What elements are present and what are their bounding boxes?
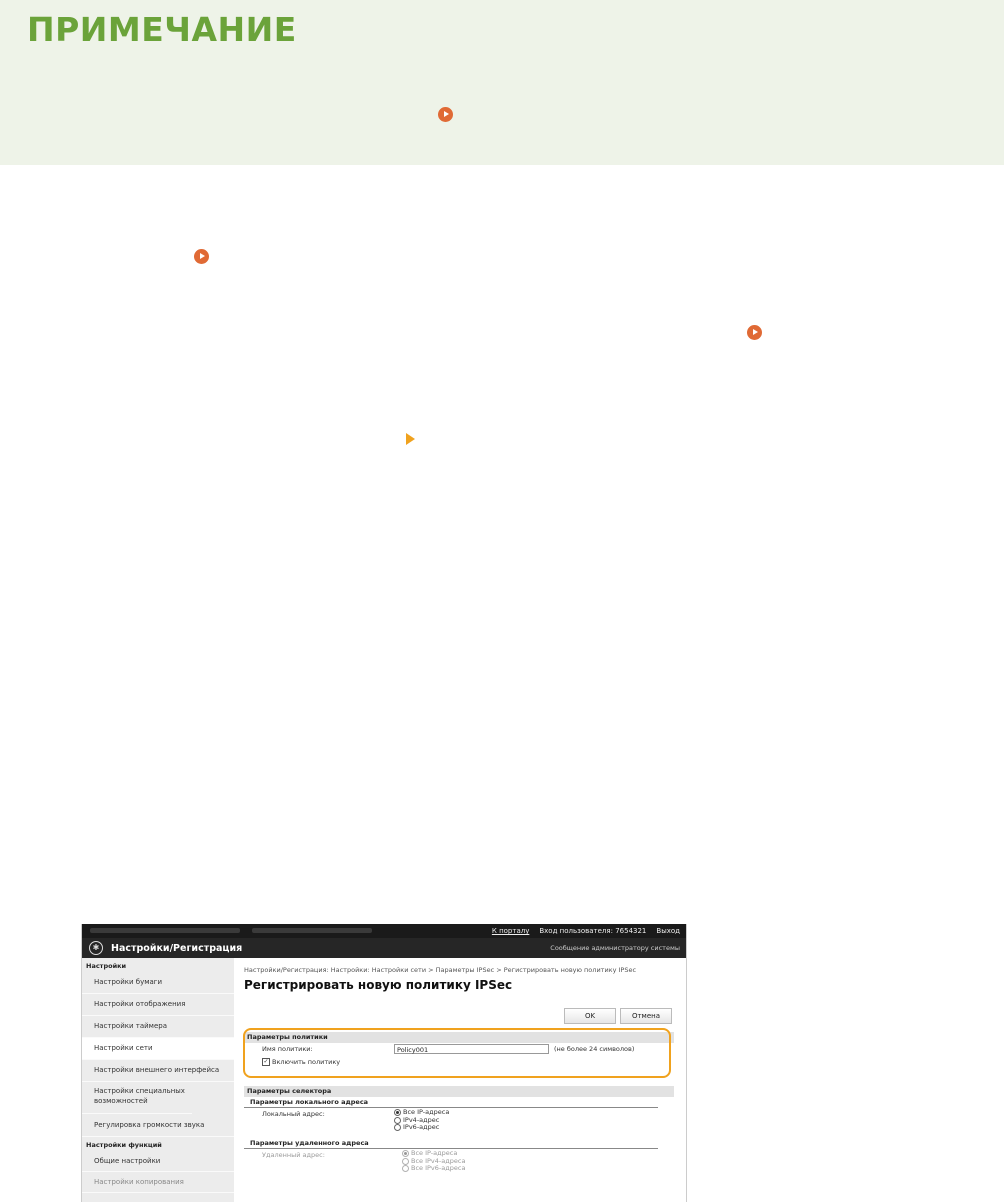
checkbox-checked-icon: ✓ [263, 1058, 269, 1065]
sidebar-item-external-interface[interactable]: Настройки внешнего интерфейса [82, 1060, 234, 1082]
settings-logo-icon: ✱ [89, 941, 103, 955]
highlight-frame [243, 1028, 671, 1078]
radio-label: Все IP-адреса [411, 1149, 458, 1157]
sidebar-item-volume[interactable]: Регулировка громкости звука [82, 1114, 234, 1137]
sidebar-item-accessibility[interactable]: Настройки специальных возможностей [82, 1082, 192, 1114]
sidebar-item-paper[interactable]: Настройки бумаги [82, 972, 234, 994]
link-arrow-icon[interactable] [747, 325, 762, 340]
radio-label: IPv4-адрес [403, 1115, 440, 1124]
remote-address-label: Удаленный адрес: [262, 1151, 325, 1159]
local-address-label: Локальный адрес: [262, 1110, 325, 1118]
local-address-row [244, 1108, 674, 1138]
note-title: ПРИМЕЧАНИЕ [27, 10, 297, 49]
radio-on-icon [402, 1150, 409, 1157]
policy-name-label: Имя политики: [262, 1045, 313, 1053]
sys-message-link[interactable]: Сообщение администратору системы [550, 944, 680, 952]
local-address-options [394, 1109, 449, 1132]
sidebar-item-display[interactable]: Настройки отображения [82, 994, 234, 1016]
radio-off-icon [402, 1165, 409, 1172]
remote-address-row [244, 1149, 674, 1179]
radio-label: Все IP-адреса [403, 1108, 450, 1116]
note-box [0, 0, 1004, 165]
selector-params-section [244, 1086, 674, 1179]
radio-label: Все IPv4-адреса [411, 1156, 466, 1165]
page-title: Регистрировать новую политику IPSec [244, 978, 513, 992]
section-header: Параметры селектора [244, 1086, 674, 1097]
radio-on-icon [394, 1109, 401, 1116]
title-bar [82, 938, 686, 958]
user-id: 7654321 [615, 927, 647, 935]
app-title: Настройки/Регистрация [111, 942, 243, 954]
sidebar-item-network[interactable]: Настройки сети [82, 1038, 234, 1060]
blurred-text [252, 928, 372, 933]
top-bar [82, 924, 686, 938]
section-header: Параметры политики [244, 1032, 674, 1043]
portal-link[interactable]: К порталу [491, 927, 530, 935]
blurred-text [90, 928, 240, 933]
radio-off-icon [402, 1158, 409, 1165]
radio-label: Все IPv6-адреса [411, 1164, 466, 1172]
link-arrow-icon[interactable] [194, 249, 209, 264]
sidebar-section-settings: Настройки [86, 962, 127, 970]
radio-ipv6[interactable] [394, 1124, 449, 1132]
main-content [244, 958, 680, 1202]
breadcrumb: Настройки/Регистрация: Настройки: Настройки сети > Параметры IPSec > Регистрировать новую политику IPSec [244, 966, 637, 974]
link-arrow-icon[interactable] [438, 107, 453, 122]
logout-link[interactable]: Выход [656, 927, 680, 935]
sidebar-item-timer[interactable]: Настройки таймера [82, 1016, 234, 1038]
action-buttons [564, 1008, 672, 1024]
policy-name-hint: (не более 24 символов) [554, 1045, 635, 1053]
subsection-header: Параметры удаленного адреса [244, 1138, 658, 1149]
user-login-label [539, 927, 646, 935]
enable-policy-label: Включить политику [272, 1058, 341, 1066]
radio-label: IPv6-адрес [403, 1123, 440, 1131]
user-label: Вход пользователя: [539, 927, 613, 935]
remote-address-options [402, 1150, 465, 1173]
sidebar-item-general[interactable]: Общие настройки [82, 1151, 234, 1172]
sidebar-item-copy[interactable]: Настройки копирования [82, 1172, 234, 1193]
cancel-button[interactable]: Отмена [620, 1008, 672, 1024]
remote-ui-screenshot [81, 924, 687, 1202]
radio-off-icon [394, 1117, 401, 1124]
step-arrow-icon [406, 433, 415, 445]
policy-name-input[interactable]: Policy001 [394, 1044, 549, 1054]
sidebar [82, 958, 234, 1202]
ok-button[interactable]: OK [564, 1008, 616, 1024]
subsection-header: Параметры локального адреса [244, 1097, 658, 1108]
radio-all-ipv6[interactable] [402, 1165, 465, 1173]
radio-off-icon [394, 1124, 401, 1131]
sidebar-section-functions: Настройки функций [86, 1141, 162, 1149]
